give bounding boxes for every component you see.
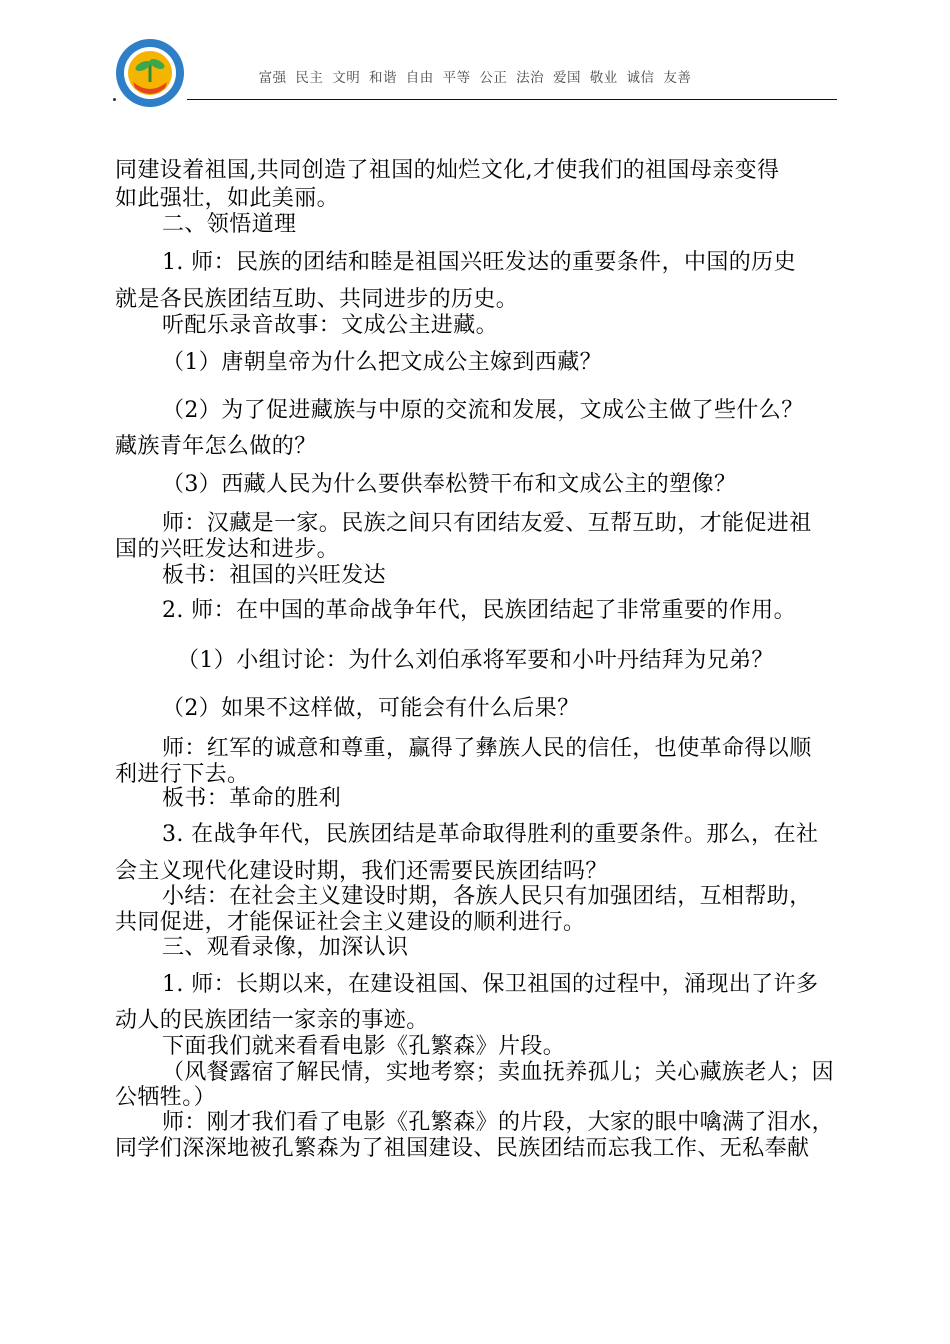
body-line: 同建设着祖国,共同创造了祖国的灿烂文化,才使我们的祖国母亲变得 (115, 158, 780, 183)
body-line: 师：汉藏是一家。民族之间只有团结友爱、互帮互助，才能促进祖 (162, 511, 812, 536)
body-line: 动人的民族团结一家亲的事迹。 (115, 1008, 429, 1033)
board-note: 板书：革命的胜利 (162, 786, 342, 811)
body-line: 利进行下去。 (115, 762, 250, 787)
header-dot (113, 98, 116, 101)
body-line: 会主义现代化建设时期，我们还需要民族团结吗？ (115, 859, 608, 884)
question-line: （1）唐朝皇帝为什么把文成公主嫁到西藏？ (162, 350, 602, 375)
body-line: 如此强壮，如此美丽。 (115, 186, 340, 211)
body-line: 同学们深深地被孔繁森为了祖国建设、民族团结而忘我工作、无私奉献 (115, 1136, 810, 1161)
body-line: 师：刚才我们看了电影《孔繁森》的片段，大家的眼中噙满了泪水， (162, 1110, 835, 1135)
summary-line: 小结：在社会主义建设时期，各族人民只有加强团结，互相帮助， (162, 884, 812, 909)
body-line: 3. 在战争年代，民族团结是革命取得胜利的重要条件。那么，在社 (162, 822, 819, 847)
board-note: 板书：祖国的兴旺发达 (162, 563, 387, 588)
body-line: 下面我们就来看看电影《孔繁森》片段。 (162, 1034, 566, 1059)
section-heading: 三、观看录像，加深认识 (162, 935, 409, 960)
body-line: （风餐露宿了解民情，实地考察；卖血抚养孤儿；关心藏族老人；因 (162, 1060, 835, 1085)
body-line: 藏族青年怎么做的？ (115, 434, 317, 459)
core-values-motto: 富强 民主 文明 和谐 自由 平等 公正 法治 爱国 敬业 诚信 友善 (258, 70, 692, 86)
question-line: （2）为了促进藏族与中原的交流和发展，文成公主做了些什么？ (162, 398, 804, 423)
school-logo-icon (115, 38, 185, 108)
question-line: （1）小组讨论：为什么刘伯承将军要和小叶丹结拜为兄弟？ (177, 648, 774, 673)
body-line: 听配乐录音故事：文成公主进藏。 (162, 313, 499, 338)
header-divider (187, 99, 837, 100)
body-line: 师：红军的诚意和尊重，赢得了彝族人民的信任，也使革命得以顺 (162, 736, 812, 761)
body-line: 2. 师：在中国的革命战争年代，民族团结起了非常重要的作用。 (162, 598, 796, 623)
question-line: （3）西藏人民为什么要供奉松赞干布和文成公主的塑像？ (162, 472, 737, 497)
body-line: 1. 师：民族的团结和睦是祖国兴旺发达的重要条件，中国的历史 (162, 250, 796, 275)
section-heading: 二、领悟道理 (162, 212, 297, 237)
body-line: 就是各民族团结互助、共同进步的历史。 (115, 287, 519, 312)
body-line: 国的兴旺发达和进步。 (115, 537, 340, 562)
body-line: 公牺牲。） (115, 1085, 217, 1110)
body-line: 1. 师：长期以来，在建设祖国、保卫祖国的过程中，涌现出了许多 (162, 972, 819, 997)
question-line: （2）如果不这样做，可能会有什么后果？ (162, 696, 580, 721)
page-header (0, 0, 950, 110)
summary-line: 共同促进，才能保证社会主义建设的顺利进行。 (115, 910, 586, 935)
